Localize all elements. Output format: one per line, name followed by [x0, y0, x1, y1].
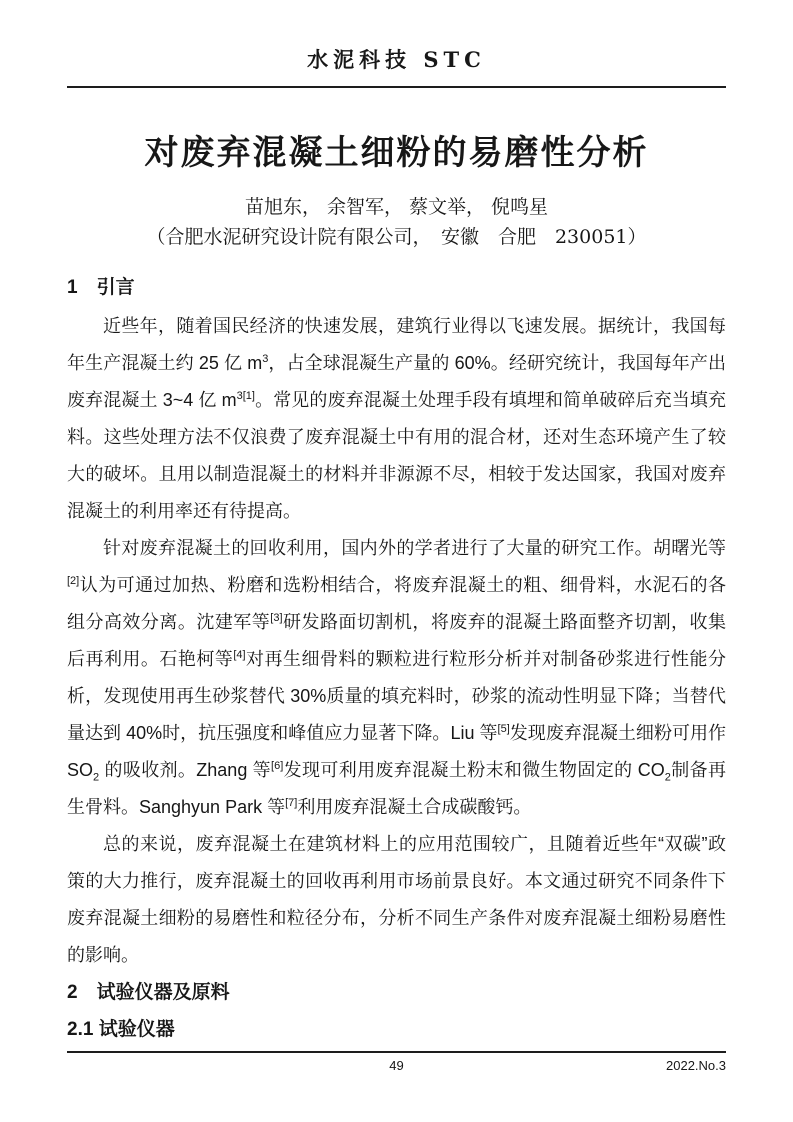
intro-paragraph-3: 总的来说，废弃混凝土在建筑材料上的应用范围较广，且随着近些年“双碳”政策的大力推行，废弃混凝土的回收再利用市场前景良好。本文通过研究不同条件下废弃混凝土细粉的易磨性和粒径分布，分析不同生产条件对废弃混凝土细粉易磨性的影响。	[67, 834, 726, 965]
page-footer	[67, 1051, 726, 1076]
intro-paragraph-2: 针对废弃混凝土的回收利用，国内外的学者进行了大量的研究工作。胡曙光等[2]认为可通过加热、粉磨和选粉相结合，将废弃混凝土的粗、细骨料，水泥石的各组分高效分离。沈建军等[3]研发路面切割机，将废弃的混凝土路面整齐切割，收集后再利用。石艳柯等[4]对再生细骨料的颗粒进行粒形分析并对制备砂浆进行性能分析，发现使用再生砂浆替代 30%质量的填充料时，砂浆的流动性明显下降；当替代量达到 40%时，抗压强度和峰值应力显著下降。Liu 等[5]发现废弃混凝土细粉可用作 $SO_2$ 的吸收剂。Zhang 等[6]发现可利用废弃混凝土粉末和微生物固定的 $CO_2$制备再生骨料。Sanghyun Park 等[7]利用废弃混凝土合成碳酸钙。	[67, 538, 727, 817]
issue-label: 2022.No.3	[666, 1058, 726, 1073]
affiliation-line: （合肥水泥研究设计院有限公司， 安徽 合肥 230051）	[146, 226, 647, 248]
intro-paragraph-1: 近些年，随着国民经济的快速发展，建筑行业得以飞速发展。据统计，我国每年生产混凝土约 25 亿 $m^3$，占全球混凝生产量的 60%。经研究统计，我国每年产出废弃混凝土 3~4 亿 $m^{3[1]}$。常见的废弃混凝土处理手段有填埋和简单破碎后充当填充料。这些处理方法不仅浪费了废弃混凝土中有用的混合材，还对生态环境产生了较大的破坏。且用以制造混凝土的材料并非源源不尽，相较于发达国家，我国对废弃混凝土的利用率还有待提高。	[67, 316, 727, 521]
footer-rule	[67, 1051, 726, 1053]
footer-row	[67, 1058, 726, 1076]
page-content	[67, 0, 726, 1048]
authors-line: 苗旭东， 余智军， 蔡文举， 倪鸣星	[244, 196, 549, 218]
section-heading-instruments-materials: 2 试验仪器及原料	[67, 982, 230, 1003]
subsection-heading-instruments: 2.1 试验仪器	[67, 1019, 175, 1040]
section-heading-introduction: 1 引言	[67, 277, 135, 298]
article-title: 对废弃混凝土细粉的易磨性分析	[144, 134, 649, 172]
page-number: 49	[389, 1058, 404, 1073]
header-rule	[67, 86, 726, 88]
journal-header-title: 水泥科技 STC	[307, 47, 486, 72]
